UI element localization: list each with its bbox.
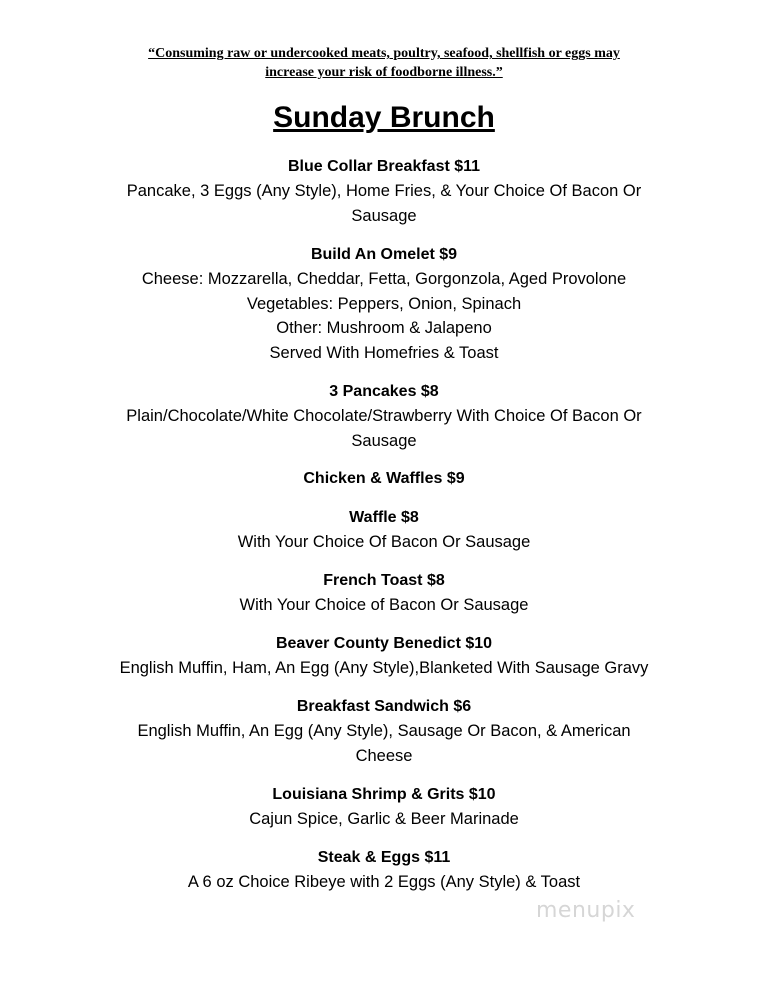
menu-item bbox=[60, 467, 708, 491]
warning-line-2: increase your risk of foodborne illness.” bbox=[265, 65, 503, 80]
menu-item-name: Build An Omelet $9 bbox=[310, 246, 458, 263]
menu-item-description bbox=[60, 719, 708, 768]
page-title: Sunday Brunch bbox=[273, 101, 495, 134]
menu-item bbox=[60, 632, 708, 681]
menu-item-description-line: With Your Choice Of Bacon Or Sausage bbox=[237, 533, 531, 551]
menu-item-description-line: Vegetables: Peppers, Onion, Spinach bbox=[246, 294, 522, 313]
menu-item-name: Beaver County Benedict $10 bbox=[275, 635, 493, 652]
menu-item-description-line: Pancake, 3 Eggs (Any Style), Home Fries, & Your Choice Of Bacon Or bbox=[126, 182, 642, 200]
menu-item-description-line: English Muffin, An Egg (Any Style), Sausage Or Bacon, & American bbox=[137, 722, 631, 740]
menu-item-description bbox=[60, 530, 708, 555]
menu-item-description-line: A 6 oz Choice Ribeye with 2 Eggs (Any Style) & Toast bbox=[187, 873, 581, 891]
menu-item bbox=[60, 783, 708, 832]
menu-item-name: Blue Collar Breakfast $11 bbox=[287, 158, 481, 175]
menu-item bbox=[60, 846, 708, 895]
menu-item-description-line: Sausage bbox=[351, 206, 417, 225]
menu-item-description bbox=[60, 404, 708, 453]
watermark-logo: menupix bbox=[536, 898, 636, 923]
menu-item bbox=[60, 243, 708, 365]
menu-item-name: Chicken & Waffles $9 bbox=[303, 470, 465, 487]
food-safety-warning bbox=[60, 44, 708, 82]
menu-item-name: Waffle $8 bbox=[349, 509, 419, 526]
menu-item-description-line: With Your Choice of Bacon Or Sausage bbox=[239, 596, 529, 614]
menu-item-name: Steak & Eggs $11 bbox=[317, 849, 451, 866]
menu-item-description-line: Plain/Chocolate/White Chocolate/Strawberry With Choice Of Bacon Or bbox=[126, 407, 642, 425]
menu-item bbox=[60, 695, 708, 768]
menu-item-description-line: Sausage bbox=[351, 431, 417, 450]
menu-item-description bbox=[60, 807, 708, 832]
menu-item bbox=[60, 380, 708, 453]
menu-item bbox=[60, 155, 708, 228]
menu-item-description-line: Cheese bbox=[355, 746, 413, 765]
menu-item bbox=[60, 506, 708, 555]
menu-item-description bbox=[60, 656, 708, 681]
menu-item-description-line: English Muffin, Ham, An Egg (Any Style),Blanketed With Sausage Gravy bbox=[119, 659, 649, 677]
menu-item-name: French Toast $8 bbox=[323, 572, 445, 589]
menu-item-description bbox=[60, 179, 708, 228]
menu-item-description bbox=[60, 870, 708, 895]
menu-item-description-line: Cajun Spice, Garlic & Beer Marinade bbox=[249, 810, 519, 828]
menu-item-name: Louisiana Shrimp & Grits $10 bbox=[272, 786, 496, 803]
menu-item-description-line: Other: Mushroom & Jalapeno bbox=[276, 319, 492, 337]
menu-item-description-line: Served With Homefries & Toast bbox=[269, 343, 499, 362]
menu-item-name: Breakfast Sandwich $6 bbox=[296, 698, 472, 715]
menu-item-description-line: Cheese: Mozzarella, Cheddar, Fetta, Gorgonzola, Aged Provolone bbox=[141, 270, 627, 288]
menu-item bbox=[60, 569, 708, 618]
warning-line-1: “Consuming raw or undercooked meats, poultry, seafood, shellfish or eggs may bbox=[148, 46, 620, 61]
menu-item-description bbox=[60, 267, 708, 365]
menu-item-description bbox=[60, 593, 708, 618]
menu-item-name: 3 Pancakes $8 bbox=[329, 383, 439, 400]
